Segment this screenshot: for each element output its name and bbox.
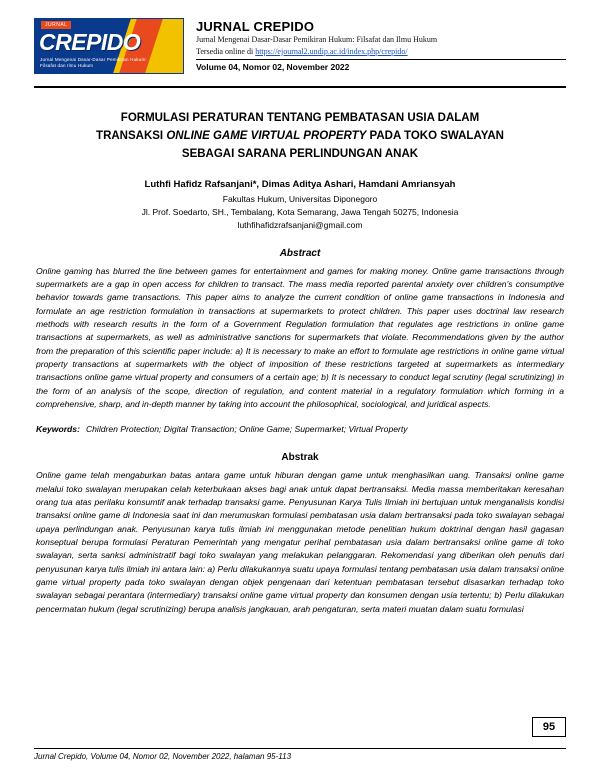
journal-subtitle: Jurnal Mengenai Dasar-Dasar Pemikiran Hukum: Filsafat dan Ilmu Hukum — [196, 35, 438, 44]
journal-url-link[interactable]: https://ejournal2.undip.ac.id/index.php/crepido/ — [255, 46, 408, 56]
keywords-row — [36, 423, 564, 436]
title-line-2-italic: ONLINE GAME VIRTUAL PROPERTY — [166, 129, 367, 142]
author-list: Luthfi Hafidz Rafsanjani*, Dimas Aditya Ashari, Hamdani Amriansyah — [144, 179, 456, 191]
logo-tag-label: JURNAL — [41, 21, 71, 29]
journal-logo — [34, 18, 184, 74]
abstrak-heading: Abstrak — [281, 452, 319, 464]
title-line-2b: PADA TOKO SWALAYAN — [366, 129, 504, 142]
keywords-values: Children Protection; Digital Transaction; Online Game; Supermarket; Virtual Property — [85, 424, 408, 435]
journal-title: JURNAL CREPIDO — [196, 19, 315, 34]
abstrak-body: Online game telah mengaburkan batas antara game untuk hiburan dengan game untuk menghasilkan uang. Transaksi online game melalui toko swalayan merupakan celah keterbukaan akses bagi anak untuk dapat bertransaksi. Media massa memberitakan keresahan orang tua atas perilaku konsumtif anak terhadap transaksi game. Penyusunan Karya Tulis Ilmiah ini bertujuan untuk menganalisis kondisi transaksi online game di Indonesia saat ini dan merumuskan formulasi pembatasan usia dalam bertransaksi pada toko swalayan sebagai upaya perlindungan anak. Penyusunan karya tulis ilmiah ini menggunakan metode penelitian hukum doktrinal dengan hasil gagasan konseptual berupa formulasi Peraturan Pemerintah yang mengatur perihal pembatasan usia dalam bertransaksi online game di toko swalayan, serta sanksi administratif bagi toko swalayan yang melakukan pelanggaran. Rekomendasi yang diberikan oleh penulis dari penyusunan karya tulis ilmiah ini antara lain: a) Perlu dilakukannya suatu upaya formulasi tentang pembatasan usia dalam transaksi online game virtual property pada toko swalayan dengan objek pengenaan dari ketentuan pembatasan tersebut disasarkan terhadap toko swalayan sebagai perantara (intermediary) transaksi online game virtual property dan konsumen dengan usia tertentu; b) Perlu dilakukan pencermatan hukum (legal scrutinizing) berupa analisis jangkauan, arah pengaturan, serta materi muatan dalam suatu formulasi — [36, 470, 564, 614]
journal-volume: Volume 04, Nomor 02, November 2022 — [196, 59, 566, 72]
masthead-text — [196, 18, 566, 72]
affiliation-line-2: Jl. Prof. Soedarto, SH., Tembalang, Kota Semarang, Jawa Tengah 50275, Indonesia — [141, 207, 459, 218]
title-line-1: FORMULASI PERATURAN TENTANG PEMBATASAN USIA DALAM — [120, 112, 480, 124]
title-line-3: SEBAGAI SARANA PERLINDUNGAN ANAK — [181, 147, 419, 160]
affiliation-line-1: Fakultas Hukum, Universitas Diponegoro — [222, 194, 378, 205]
page-title — [52, 110, 548, 163]
title-line-2a: TRANSAKSI — [96, 129, 167, 142]
masthead-divider — [34, 86, 566, 88]
page-number-badge: 95 — [532, 717, 566, 737]
availability-prefix: Tersedia online di — [196, 46, 256, 56]
abstract-heading: Abstract — [279, 247, 321, 259]
keywords-label: Keywords: — [36, 424, 80, 435]
journal-masthead — [34, 18, 566, 80]
logo-subtitle: Jurnal Mengenai Dasar-Dasar Pemikiran Hukum: Filsafat dan Ilmu Hukum — [40, 57, 147, 69]
author-email: luthfihafidzrafsanjani@gmail.com — [237, 219, 363, 230]
page-footer — [34, 748, 566, 761]
journal-availability — [196, 46, 566, 58]
footer-citation: Jurnal Crepido, Volume 04, Nomor 02, November 2022, halaman 95-113 — [34, 752, 292, 761]
logo-wordmark: CREPIDO — [39, 29, 141, 55]
abstract-body: Online gaming has blurred the line between games for entertainment and games for making money. Online game transactions through supermarkets are a gap in open access for children to transact. The mass media reported parental anxiety over children's consumptive behavior towards game transactions. This paper aims to analyze the current condition of online game transactions in Indonesia and formulate an age restriction formulation in transactions at supermarkets to protect children. This paper uses doctrinal law research methods with research results in the form of a Government Regulation formulation that regulates age restrictions in online game transactions at supermarkets, as well as administrative sanctions for supermarkets that violate. Recommendations given by the author from the preparation of this scientific paper include: a) It is necessary to make an effort to formulate age restrictions in online game virtual property transactions at supermarkets with the object of imposition of these restrictions targeted at supermarkets as intermediary transactions online game virtual property and consumers of a certain age; b) It is necessary to conduct legal scrutiny (legal scrutinizing) in the form of an analysis of the scope, direction of regulation, and content material in a regulatory formulation which forming in a comprehensive, sharp, and in-depth manner by taking into account the philosophical, sociological, and juridical aspects. — [36, 265, 564, 409]
footer-divider — [34, 748, 566, 749]
